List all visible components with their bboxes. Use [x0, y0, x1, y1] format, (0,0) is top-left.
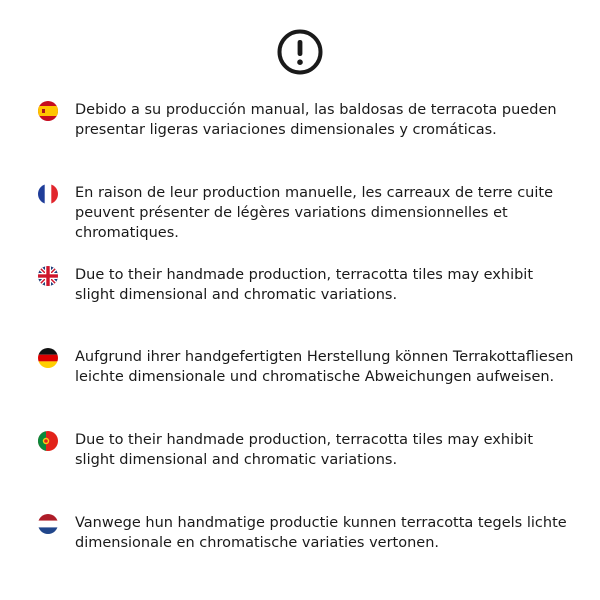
exclamation-circle-icon [276, 28, 324, 76]
france-flag-icon [38, 184, 58, 204]
portugal-flag-icon [38, 431, 58, 451]
notice-text: Vanwege hun handmatige productie kunnen terracotta tegels lichte dimensionale en chromatische variaties vertonen. [75, 515, 567, 551]
spain-flag-icon [38, 101, 58, 121]
notice-text: Aufgrund ihrer handgefertigten Herstellung können Terrakottafliesen leichte dimensionale und chromatische Abweichungen aufweisen. [75, 349, 574, 385]
notice-text: Due to their handmade production, terracotta tiles may exhibit slight dimensional and chromatic variations. [75, 267, 534, 303]
notice-text: En raison de leur production manuelle, les carreaux de terre cuite peuvent présenter de légères variations dimensionnelles et chromatiques. [75, 185, 554, 241]
netherlands-flag-icon [38, 514, 58, 534]
uk-flag-icon [38, 266, 58, 286]
germany-flag-icon [38, 348, 58, 368]
notice-text: Due to their handmade production, terracotta tiles may exhibit slight dimensional and chromatic variations. [75, 432, 534, 468]
notice-text: Debido a su producción manual, las baldosas de terracota pueden presentar ligeras variaciones dimensionales y cromáticas. [75, 102, 557, 138]
